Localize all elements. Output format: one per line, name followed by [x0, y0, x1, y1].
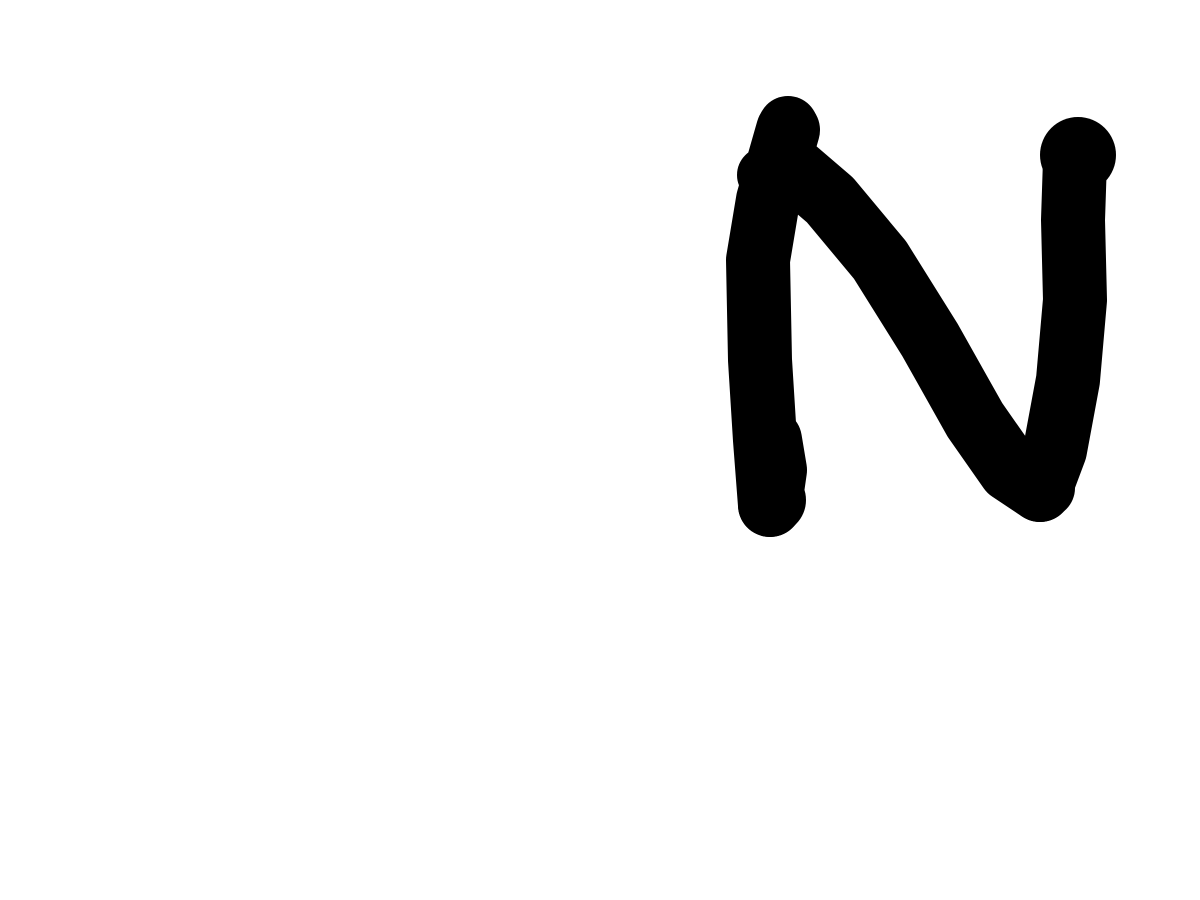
- letter-n-right-stroke: [1040, 160, 1075, 490]
- stroke-dot-right: [1040, 117, 1116, 193]
- stroke-dot-left: [737, 147, 793, 203]
- stroke-dot-bottom-right: [1015, 458, 1075, 518]
- stroke-start-dot: [758, 96, 818, 156]
- letter-n-diagonal-stroke: [795, 170, 1040, 490]
- stroke-dot-bottom-left: [738, 466, 806, 534]
